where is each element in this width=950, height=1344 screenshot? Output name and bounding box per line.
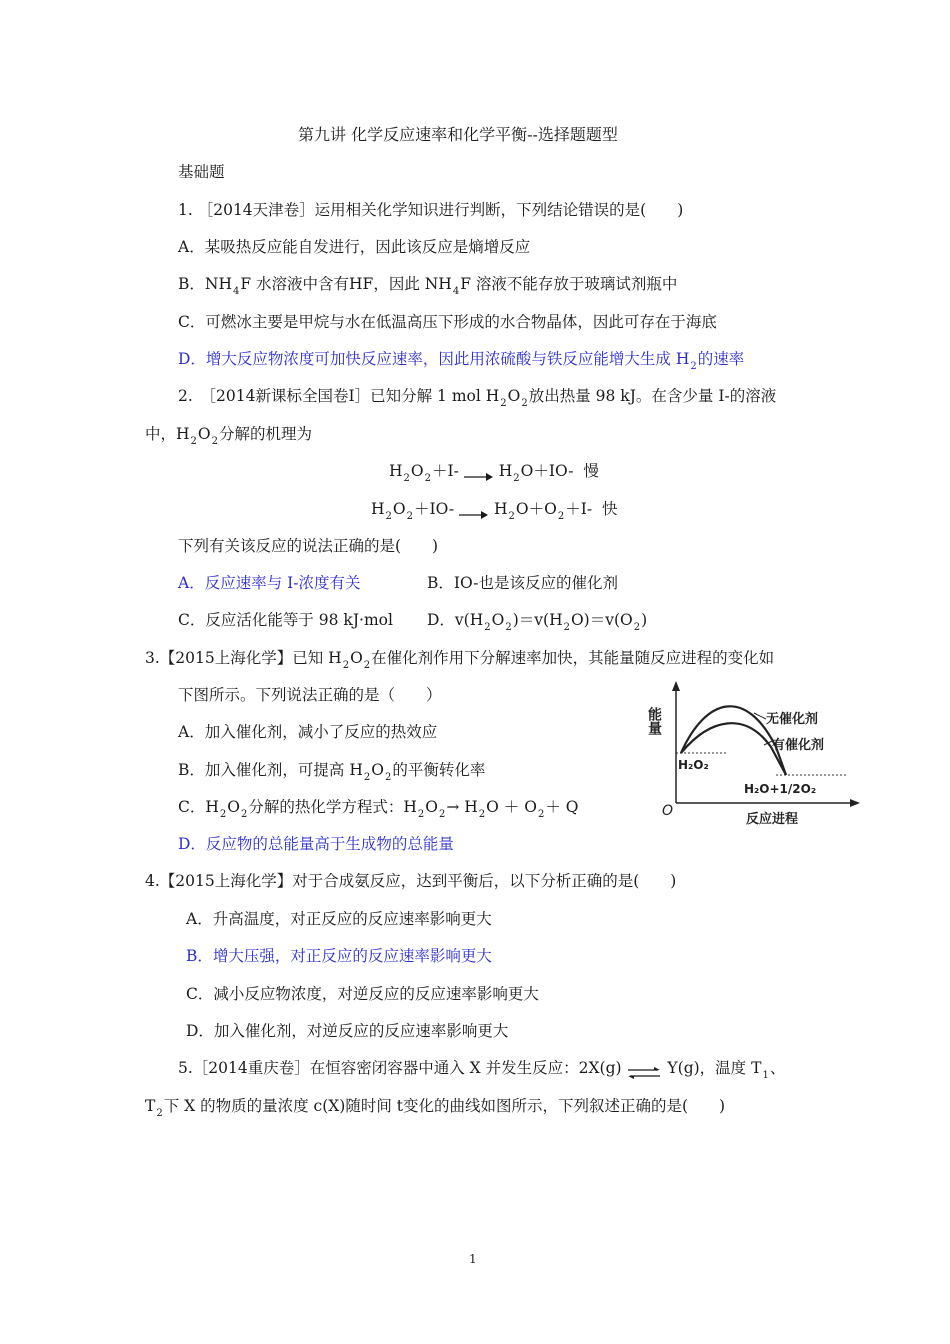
q3-option-c: C．$H_2O_2$分解的热化学方程式：$H_2O_2\to H_2O + O_2+ Q$ [178, 798, 579, 820]
q3-option-b: B．加入催化剂，可提高 $H_2O_2$的平衡转化率 [178, 761, 486, 783]
q1-stem: 1. ［2014天津卷］运用相关化学知识进行判断，下列结论错误的是( ) [178, 201, 684, 219]
equilibrium-arrow-icon [626, 1064, 662, 1074]
section-heading: 基础题 [178, 163, 225, 181]
q2-stem-line2: 中，$H_2O_2$分解的机理为 [145, 425, 313, 447]
q2-option-b: B．IO-也是该反应的催化剂 [427, 574, 619, 592]
reactant-label: H₂O₂ [678, 758, 709, 772]
q4-option-c: C．减小反应物浓度，对逆反应的反应速率影响更大 [186, 985, 539, 1003]
y-axis-arrow-icon [672, 681, 680, 691]
q4-option-a: A．升高温度，对正反应的反应速率影响更大 [186, 910, 492, 928]
q2-ask: 下列有关该反应的说法正确的是( ) [178, 537, 439, 555]
q2-option-c: C．反应活化能等于 98 kJ·mol [178, 611, 393, 629]
reaction-arrow-icon [459, 505, 489, 515]
product-label: H₂O+1/2O₂ [744, 782, 817, 796]
q3-option-a: A．加入催化剂，减小了反应的热效应 [178, 723, 438, 741]
energy-diagram [636, 677, 868, 834]
q2-mechanism-step2: $H_2O_2+IO-$ $H_2O+O_2+I-$ 快 [371, 500, 618, 522]
q4-stem: 4.【2015上海化学】对于合成氨反应，达到平衡后，以下分析正确的是( ) [145, 872, 677, 890]
q1-option-c: C．可燃冰主要是甲烷与水在低温高压下形成的水合物晶体，因此可存在于海底 [178, 313, 717, 331]
q2-option-a: A．反应速率与 I-浓度有关 [178, 574, 361, 592]
q3-stem-line1: 3.【2015上海化学】已知 $H_2O_2$在催化剂作用下分解速率加快，其能量随反应进程的变化如 [145, 649, 775, 671]
q5-stem-line2: $T_2$下 X 的物质的量浓度 c(X)随时间 t变化的曲线如图所示，下列叙述正确的是( ) [145, 1097, 726, 1119]
origin-label: O [662, 803, 674, 819]
q3-stem-line2: 下图所示。下列说法正确的是（ ） [178, 686, 442, 704]
x-axis-arrow-icon [850, 799, 860, 807]
q1-option-b: B．$NH_4F$ 水溶液中含有HF，因此 $NH_4F$ 溶液不能存放于玻璃试剂瓶中 [178, 275, 678, 297]
uncatalyzed-label: 无催化剂 [766, 712, 819, 727]
q3-option-d: D．反应物的总能量高于生成物的总能量 [178, 835, 454, 853]
q5-stem-line1: 5.［2014重庆卷］在恒容密闭容器中通入 X 并发生反应：2X(g) Y(g)，温度 $T_1$、 [178, 1059, 786, 1081]
q4-option-b: B．增大压强，对正反应的反应速率影响更大 [186, 947, 492, 965]
page-title: 第九讲 化学反应速率和化学平衡--选择题题型 [298, 125, 618, 144]
q2-option-d: D．$v(H_2O_2)=v(H_2O)=v(O_2)$ [427, 611, 648, 633]
page-number: 1 [469, 1252, 477, 1266]
q2-mechanism-step1: $H_2O_2+I-$ $H_2O+IO-$ 慢 [389, 462, 599, 484]
q2-stem-line1: 2. ［2014新课标全国卷Ⅰ］已知分解 1 mol $H_2O_2$放出热量 98 kJ。在含少量 I-的溶液 [178, 387, 777, 409]
x-axis-label: 反应进程 [746, 812, 799, 827]
q4-option-d: D．加入催化剂，对逆反应的反应速率影响更大 [186, 1022, 509, 1040]
catalyzed-label: 有催化剂 [772, 738, 825, 753]
q1-option-d: D．增大反应物浓度可加快反应速率，因此用浓硫酸与铁反应能增大生成 $H_2$的速率 [178, 350, 745, 372]
reaction-arrow-icon [464, 467, 494, 477]
y-axis-label: 能量 [646, 707, 662, 735]
q1-option-a: A．某吸热反应能自发进行，因此该反应是熵增反应 [178, 238, 531, 256]
